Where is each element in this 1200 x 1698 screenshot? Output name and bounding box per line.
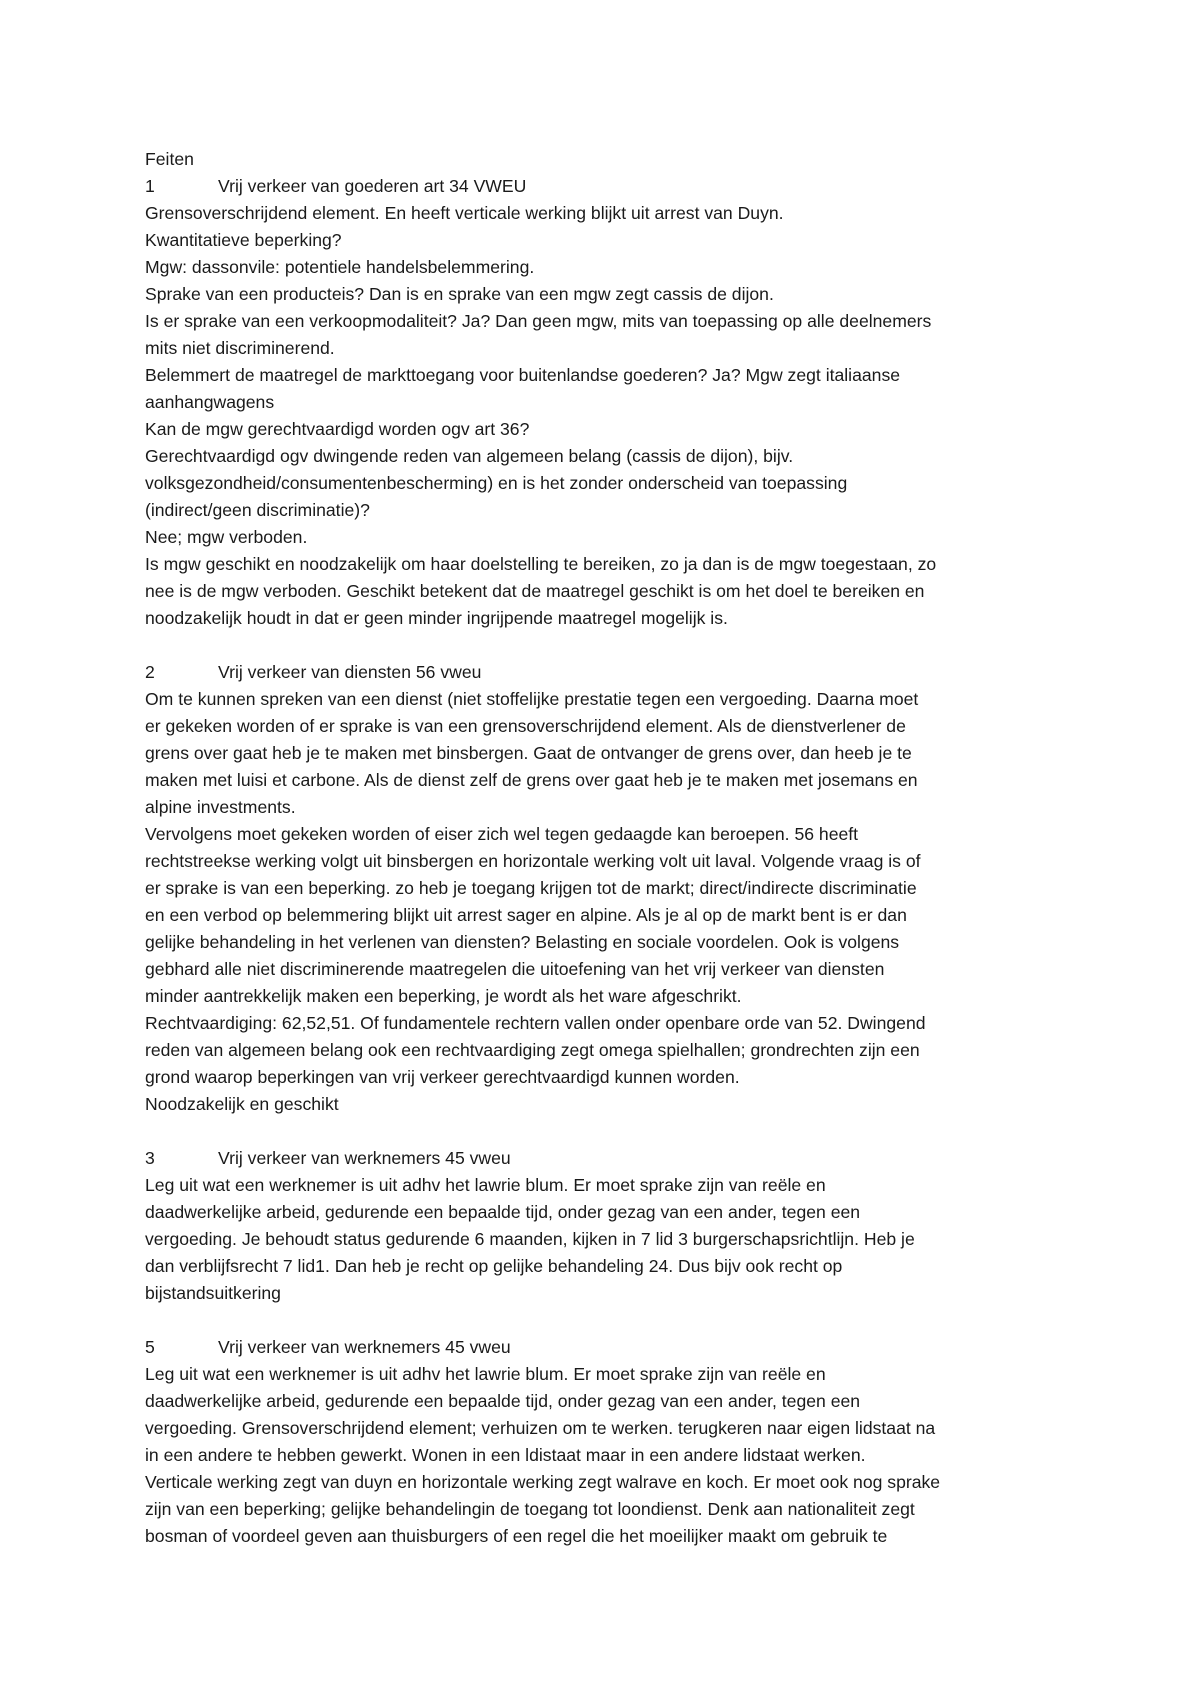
section-title: Vrij verkeer van goederen art 34 VWEU xyxy=(218,176,527,196)
text-line: daadwerkelijke arbeid, gedurende een bepaalde tijd, onder gezag van een ander, tegen een xyxy=(145,1391,861,1411)
text-line: en een verbod op belemmering blijkt uit arrest sager en alpine. Als je al op de markt bent is er dan xyxy=(145,905,907,925)
text-line: Nee; mgw verboden. xyxy=(145,527,308,547)
text-line: grens over gaat heb je te maken met binsbergen. Gaat de ontvanger de grens over, dan heeb je te xyxy=(145,743,912,763)
section-number: 1 xyxy=(145,176,155,196)
text-line: Kwantitatieve beperking? xyxy=(145,230,342,250)
text-line: mits niet discriminerend. xyxy=(145,338,335,358)
text-line: bijstandsuitkering xyxy=(145,1283,281,1303)
text-line: vergoeding. Grensoverschrijdend element; verhuizen om te werken. terugkeren naar eigen lidstaat na xyxy=(145,1418,936,1438)
text-line: Belemmert de maatregel de markttoegang voor buitenlandse goederen? Ja? Mgw zegt italiaanse xyxy=(145,365,901,385)
text-line: minder aantrekkelijk maken een beperking, je wordt als het ware afgeschrikt. xyxy=(145,986,742,1006)
text-line: Kan de mgw gerechtvaardigd worden ogv art 36? xyxy=(145,419,530,439)
text-line: grond waarop beperkingen van vrij verkeer gerechtvaardigd kunnen worden. xyxy=(145,1067,740,1087)
text-line: maken met luisi et carbone. Als de dienst zelf de grens over gaat heb je te maken met josemans en xyxy=(145,770,918,790)
text-line: Rechtvaardiging: 62,52,51. Of fundamentele rechtern vallen onder openbare orde van 52. Dwingend xyxy=(145,1013,926,1033)
text-line: reden van algemeen belang ook een rechtvaardiging zegt omega spielhallen; grondrechten zijn een xyxy=(145,1040,920,1060)
text-line: Om te kunnen spreken van een dienst (niet stoffelijke prestatie tegen een vergoeding. Daarna moet xyxy=(145,689,919,709)
text-line: Verticale werking zegt van duyn en horizontale werking zegt walrave en koch. Er moet ook nog sprake xyxy=(145,1472,941,1492)
text-line: aanhangwagens xyxy=(145,392,275,412)
paragraph-spacer xyxy=(145,632,1070,659)
text-line: (indirect/geen discriminatie)? xyxy=(145,500,370,520)
text-line: bosman of voordeel geven aan thuisburgers of een regel die het moeilijker maakt om gebruik te xyxy=(145,1526,888,1546)
section-2 xyxy=(145,659,1070,1118)
document-page xyxy=(145,146,1070,1550)
document-title: Feiten xyxy=(145,149,194,169)
section-heading xyxy=(145,173,1070,200)
text-line: er gekeken worden of er sprake is van een grensoverschrijdend element. Als de dienstverlener de xyxy=(145,716,906,736)
section-title: Vrij verkeer van werknemers 45 vweu xyxy=(218,1148,511,1168)
text-line: vergoeding. Je behoudt status gedurende 6 maanden, kijken in 7 lid 3 burgerschapsrichtlijn. Heb je xyxy=(145,1229,915,1249)
section-number: 2 xyxy=(145,662,155,682)
section-number: 5 xyxy=(145,1337,155,1357)
text-line: in een andere te hebben gewerkt. Wonen in een ldistaat maar in een andere lidstaat werken. xyxy=(145,1445,866,1465)
text-line: volksgezondheid/consumentenbescherming) en is het zonder onderscheid van toepassing xyxy=(145,473,848,493)
text-line: Is er sprake van een verkoopmodaliteit? Ja? Dan geen mgw, mits van toepassing op alle deelnemers xyxy=(145,311,932,331)
text-line: gelijke behandeling in het verlenen van diensten? Belasting en sociale voordelen. Ook is volgens xyxy=(145,932,900,952)
text-line: rechtstreekse werking volgt uit binsbergen en horizontale werking volt uit laval. Volgende vraag is of xyxy=(145,851,921,871)
section-heading xyxy=(145,1145,1070,1172)
paragraph-spacer xyxy=(145,1118,1070,1145)
section-heading xyxy=(145,659,1070,686)
text-line: zijn van een beperking; gelijke behandelingin de toegang tot loondienst. Denk aan nationaliteit zegt xyxy=(145,1499,915,1519)
text-line: gebhard alle niet discriminerende maatregelen die uitoefening van het vrij verkeer van diensten xyxy=(145,959,885,979)
section-5 xyxy=(145,1334,1070,1550)
paragraph-spacer xyxy=(145,1307,1070,1334)
section-title: Vrij verkeer van werknemers 45 vweu xyxy=(218,1337,511,1357)
text-line: Noodzakelijk en geschikt xyxy=(145,1094,339,1114)
text-line: daadwerkelijke arbeid, gedurende een bepaalde tijd, onder gezag van een ander, tegen een xyxy=(145,1202,861,1222)
section-1 xyxy=(145,173,1070,632)
text-line: er sprake is van een beperking. zo heb je toegang krijgen tot de markt; direct/indirecte discriminatie xyxy=(145,878,917,898)
section-3 xyxy=(145,1145,1070,1307)
section-heading xyxy=(145,1334,1070,1361)
text-line: noodzakelijk houdt in dat er geen minder ingrijpende maatregel mogelijk is. xyxy=(145,608,728,628)
text-line: Leg uit wat een werknemer is uit adhv het lawrie blum. Er moet sprake zijn van reële en xyxy=(145,1364,826,1384)
text-line: Sprake van een producteis? Dan is en sprake van een mgw zegt cassis de dijon. xyxy=(145,284,774,304)
text-line: Vervolgens moet gekeken worden of eiser zich wel tegen gedaagde kan beroepen. 56 heeft xyxy=(145,824,859,844)
text-line: Mgw: dassonvile: potentiele handelsbelemmering. xyxy=(145,257,535,277)
text-line: nee is de mgw verboden. Geschikt betekent dat de maatregel geschikt is om het doel te bereiken en xyxy=(145,581,925,601)
section-number: 3 xyxy=(145,1148,155,1168)
text-line: Gerechtvaardigd ogv dwingende reden van algemeen belang (cassis de dijon), bijv. xyxy=(145,446,794,466)
text-line: alpine investments. xyxy=(145,797,296,817)
text-line: dan verblijfsrecht 7 lid1. Dan heb je recht op gelijke behandeling 24. Dus bijv ook recht op xyxy=(145,1256,843,1276)
section-title: Vrij verkeer van diensten 56 vweu xyxy=(218,662,482,682)
text-line: Is mgw geschikt en noodzakelijk om haar doelstelling te bereiken, zo ja dan is de mgw toegestaan, zo xyxy=(145,554,937,574)
text-line: Leg uit wat een werknemer is uit adhv het lawrie blum. Er moet sprake zijn van reële en xyxy=(145,1175,826,1195)
text-line: Grensoverschrijdend element. En heeft verticale werking blijkt uit arrest van Duyn. xyxy=(145,203,784,223)
